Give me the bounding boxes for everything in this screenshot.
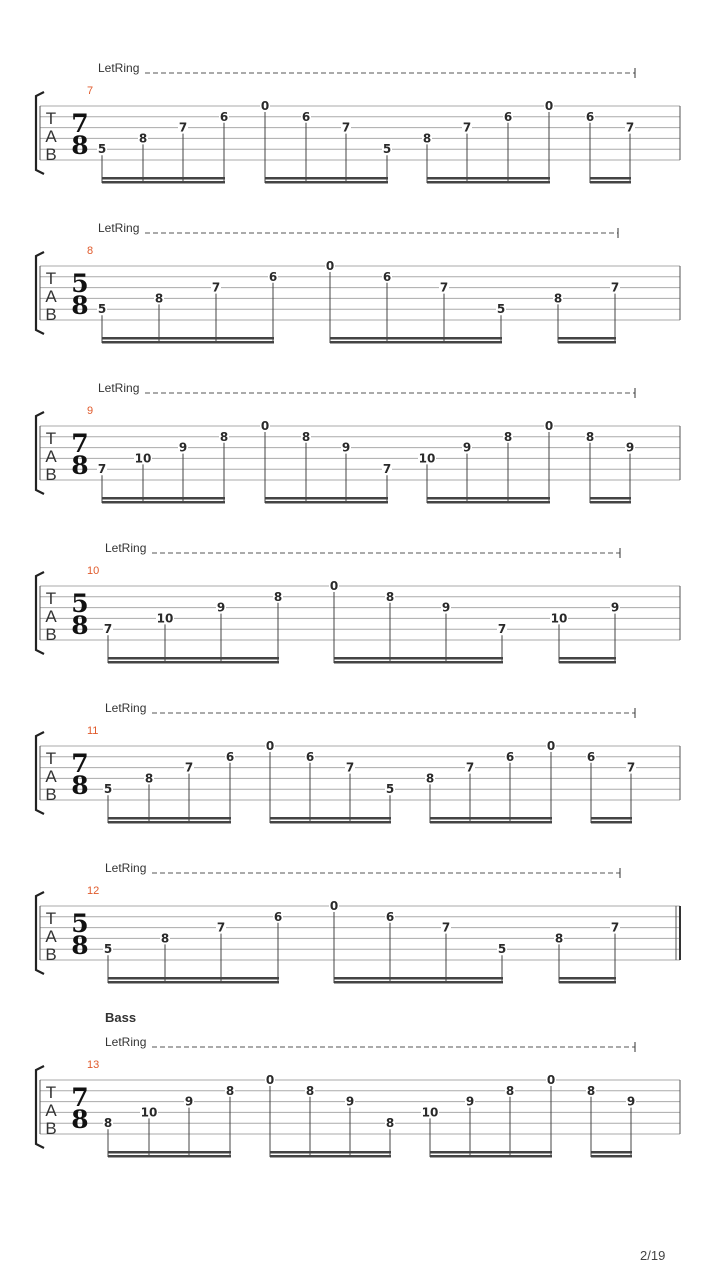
tab-clef-letter: B — [45, 465, 57, 484]
beam-secondary — [270, 1155, 391, 1158]
fret-number: 9 — [345, 1094, 355, 1109]
fret-number: 9 — [341, 440, 351, 455]
beam-secondary — [265, 181, 388, 184]
tab-system — [36, 1010, 680, 1158]
fret-number: 8 — [160, 931, 170, 946]
beam-primary — [591, 1151, 632, 1154]
let-ring-label: LetRing — [98, 61, 140, 75]
beam-secondary — [427, 181, 550, 184]
let-ring-label: LetRing — [98, 381, 140, 395]
beam-secondary — [108, 661, 279, 664]
time-signature-top: 7 — [71, 109, 89, 138]
fret-number: 8 — [225, 1083, 235, 1098]
fret-number: 7 — [184, 760, 194, 775]
beam-secondary — [108, 1155, 231, 1158]
beam-primary — [430, 1151, 552, 1154]
let-ring-label: LetRing — [98, 221, 140, 235]
tab-clef-letter: T — [45, 589, 57, 608]
fret-number: 10 — [418, 451, 436, 466]
fret-number: 9 — [626, 1094, 636, 1109]
tab-clef-letter: T — [45, 109, 57, 128]
fret-number: 7 — [462, 120, 472, 135]
fret-number: 10 — [421, 1105, 439, 1120]
beam-secondary — [270, 821, 391, 824]
fret-number: 7 — [178, 120, 188, 135]
fret-number: 7 — [211, 280, 221, 295]
beam-primary — [559, 657, 616, 660]
fret-number: 6 — [385, 909, 395, 924]
measure-number: 11 — [87, 725, 99, 737]
beam-primary — [265, 497, 388, 500]
beam-secondary — [558, 341, 616, 344]
fret-number: 9 — [441, 600, 451, 615]
fret-number: 8 — [305, 1083, 315, 1098]
time-signature-bottom: 8 — [71, 931, 89, 960]
fret-number: 7 — [216, 920, 226, 935]
beam-primary — [590, 497, 631, 500]
fret-number: 7 — [382, 462, 392, 477]
fret-number: 8 — [585, 429, 595, 444]
tab-clef-letter: T — [45, 909, 57, 928]
beam-primary — [270, 817, 391, 820]
fret-number: 8 — [505, 1083, 515, 1098]
beam-secondary — [591, 821, 632, 824]
fret-number: 0 — [546, 1073, 556, 1087]
tab-clef-letter: A — [45, 767, 57, 786]
fret-number: 5 — [103, 942, 113, 957]
fret-number: 6 — [305, 749, 315, 764]
tab-clef-letter: B — [45, 145, 57, 164]
fret-number: 8 — [503, 429, 513, 444]
tab-clef-letter: T — [45, 749, 57, 768]
fret-number: 0 — [329, 899, 339, 913]
fret-number: 9 — [216, 600, 226, 615]
time-signature-top: 7 — [71, 749, 89, 778]
fret-number: 6 — [225, 749, 235, 764]
fret-number: 0 — [265, 1073, 275, 1087]
time-signature-top: 5 — [71, 589, 89, 618]
fret-number: 6 — [503, 109, 513, 124]
time-signature-top: 7 — [71, 429, 89, 458]
beam-secondary — [330, 341, 502, 344]
beam-secondary — [427, 501, 550, 504]
tab-system — [36, 221, 680, 344]
fret-number: 8 — [553, 291, 563, 306]
time-signature-bottom: 8 — [71, 451, 89, 480]
fret-number: 9 — [178, 440, 188, 455]
fret-number: 0 — [544, 99, 554, 113]
tab-clef-letter: A — [45, 127, 57, 146]
let-ring-label: LetRing — [105, 541, 147, 555]
fret-number: 6 — [586, 749, 596, 764]
fret-number: 7 — [103, 622, 113, 637]
tab-system — [36, 541, 680, 664]
beam-primary — [108, 657, 279, 660]
beam-secondary — [430, 821, 552, 824]
fret-number: 0 — [325, 259, 335, 273]
fret-number: 8 — [586, 1083, 596, 1098]
beam-secondary — [108, 821, 231, 824]
fret-number: 6 — [268, 269, 278, 284]
beam-secondary — [108, 981, 279, 984]
fret-number: 7 — [341, 120, 351, 135]
fret-number: 6 — [382, 269, 392, 284]
beam-primary — [558, 337, 616, 340]
fret-number: 8 — [219, 429, 229, 444]
fret-number: 7 — [625, 120, 635, 135]
fret-number: 6 — [301, 109, 311, 124]
fret-number: 5 — [382, 142, 392, 157]
tab-system — [36, 861, 680, 984]
fret-number: 10 — [140, 1105, 158, 1120]
fret-number: 0 — [544, 419, 554, 433]
tab-system — [36, 61, 680, 184]
beam-secondary — [102, 181, 225, 184]
fret-number: 7 — [626, 760, 636, 775]
beam-primary — [108, 977, 279, 980]
fret-number: 7 — [465, 760, 475, 775]
fret-number: 6 — [219, 109, 229, 124]
beam-primary — [102, 177, 225, 180]
tab-clef-letter: B — [45, 785, 57, 804]
tab-clef-letter: B — [45, 625, 57, 644]
fret-number: 9 — [610, 600, 620, 615]
fret-number: 10 — [550, 611, 568, 626]
tab-clef-letter: A — [45, 287, 57, 306]
fret-number: 6 — [505, 749, 515, 764]
beam-primary — [590, 177, 631, 180]
fret-number: 10 — [134, 451, 152, 466]
fret-number: 8 — [273, 589, 283, 604]
fret-number: 7 — [441, 920, 451, 935]
beam-secondary — [590, 501, 631, 504]
fret-number: 9 — [625, 440, 635, 455]
beam-primary — [559, 977, 616, 980]
fret-number: 8 — [103, 1116, 113, 1131]
tab-clef-letter: T — [45, 429, 57, 448]
beam-primary — [102, 337, 274, 340]
beam-primary — [265, 177, 388, 180]
fret-number: 8 — [385, 589, 395, 604]
tab-system — [36, 381, 680, 504]
fret-number: 0 — [265, 739, 275, 753]
fret-number: 5 — [496, 302, 506, 317]
tab-clef-letter: A — [45, 447, 57, 466]
fret-number: 0 — [260, 419, 270, 433]
fret-number: 8 — [154, 291, 164, 306]
let-ring-label: LetRing — [105, 701, 147, 715]
fret-number: 10 — [156, 611, 174, 626]
fret-number: 0 — [329, 579, 339, 593]
beam-primary — [330, 337, 502, 340]
fret-number: 8 — [422, 131, 432, 146]
fret-number: 6 — [273, 909, 283, 924]
time-signature-bottom: 8 — [71, 771, 89, 800]
beam-primary — [108, 1151, 231, 1154]
fret-number: 7 — [345, 760, 355, 775]
measure-number: 8 — [87, 245, 94, 257]
beam-secondary — [590, 181, 631, 184]
time-signature-bottom: 8 — [71, 291, 89, 320]
fret-number: 8 — [144, 771, 154, 786]
fret-number: 7 — [610, 280, 620, 295]
fret-number: 8 — [138, 131, 148, 146]
tab-clef-letter: B — [45, 945, 57, 964]
time-signature-top: 5 — [71, 269, 89, 298]
beam-secondary — [430, 1155, 552, 1158]
beam-primary — [427, 497, 550, 500]
beam-secondary — [334, 981, 503, 984]
page-number: 2/19 — [640, 1248, 666, 1263]
fret-number: 7 — [439, 280, 449, 295]
beam-primary — [427, 177, 550, 180]
beam-primary — [102, 497, 225, 500]
beam-secondary — [559, 661, 616, 664]
beam-secondary — [559, 981, 616, 984]
measure-number: 13 — [87, 1059, 100, 1071]
beam-primary — [430, 817, 552, 820]
fret-number: 5 — [385, 782, 395, 797]
fret-number: 8 — [385, 1116, 395, 1131]
beam-primary — [591, 817, 632, 820]
time-signature-bottom: 8 — [71, 131, 89, 160]
beam-primary — [270, 1151, 391, 1154]
measure-number: 12 — [87, 885, 100, 897]
tab-clef-letter: A — [45, 927, 57, 946]
tab-clef-letter: A — [45, 1101, 57, 1120]
beam-secondary — [265, 501, 388, 504]
beam-primary — [334, 657, 503, 660]
fret-number: 9 — [462, 440, 472, 455]
time-signature-bottom: 8 — [71, 1105, 89, 1134]
fret-number: 5 — [103, 782, 113, 797]
beam-secondary — [102, 501, 225, 504]
tab-clef-letter: A — [45, 607, 57, 626]
fret-number: 7 — [610, 920, 620, 935]
beam-primary — [108, 817, 231, 820]
measure-number: 10 — [87, 565, 100, 577]
fret-number: 8 — [554, 931, 564, 946]
tab-system — [36, 701, 680, 824]
fret-number: 5 — [97, 142, 107, 157]
fret-number: 5 — [97, 302, 107, 317]
fret-number: 5 — [497, 942, 507, 957]
fret-number: 9 — [465, 1094, 475, 1109]
beam-secondary — [102, 341, 274, 344]
fret-number: 7 — [97, 462, 107, 477]
time-signature-top: 5 — [71, 909, 89, 938]
time-signature-bottom: 8 — [71, 611, 89, 640]
fret-number: 8 — [425, 771, 435, 786]
section-label: Bass — [105, 1010, 137, 1025]
fret-number: 7 — [497, 622, 507, 637]
beam-secondary — [334, 661, 503, 664]
tab-clef-letter: B — [45, 305, 57, 324]
beam-secondary — [591, 1155, 632, 1158]
measure-number: 7 — [87, 85, 94, 97]
fret-number: 9 — [184, 1094, 194, 1109]
measure-number: 9 — [87, 405, 94, 417]
beam-primary — [334, 977, 503, 980]
tab-clef-letter: B — [45, 1119, 57, 1138]
fret-number: 8 — [301, 429, 311, 444]
time-signature-top: 7 — [71, 1083, 89, 1112]
fret-number: 0 — [546, 739, 556, 753]
let-ring-label: LetRing — [105, 861, 147, 875]
fret-number: 6 — [585, 109, 595, 124]
tab-clef-letter: T — [45, 1083, 57, 1102]
fret-number: 0 — [260, 99, 270, 113]
tab-clef-letter: T — [45, 269, 57, 288]
let-ring-label: LetRing — [105, 1035, 147, 1049]
